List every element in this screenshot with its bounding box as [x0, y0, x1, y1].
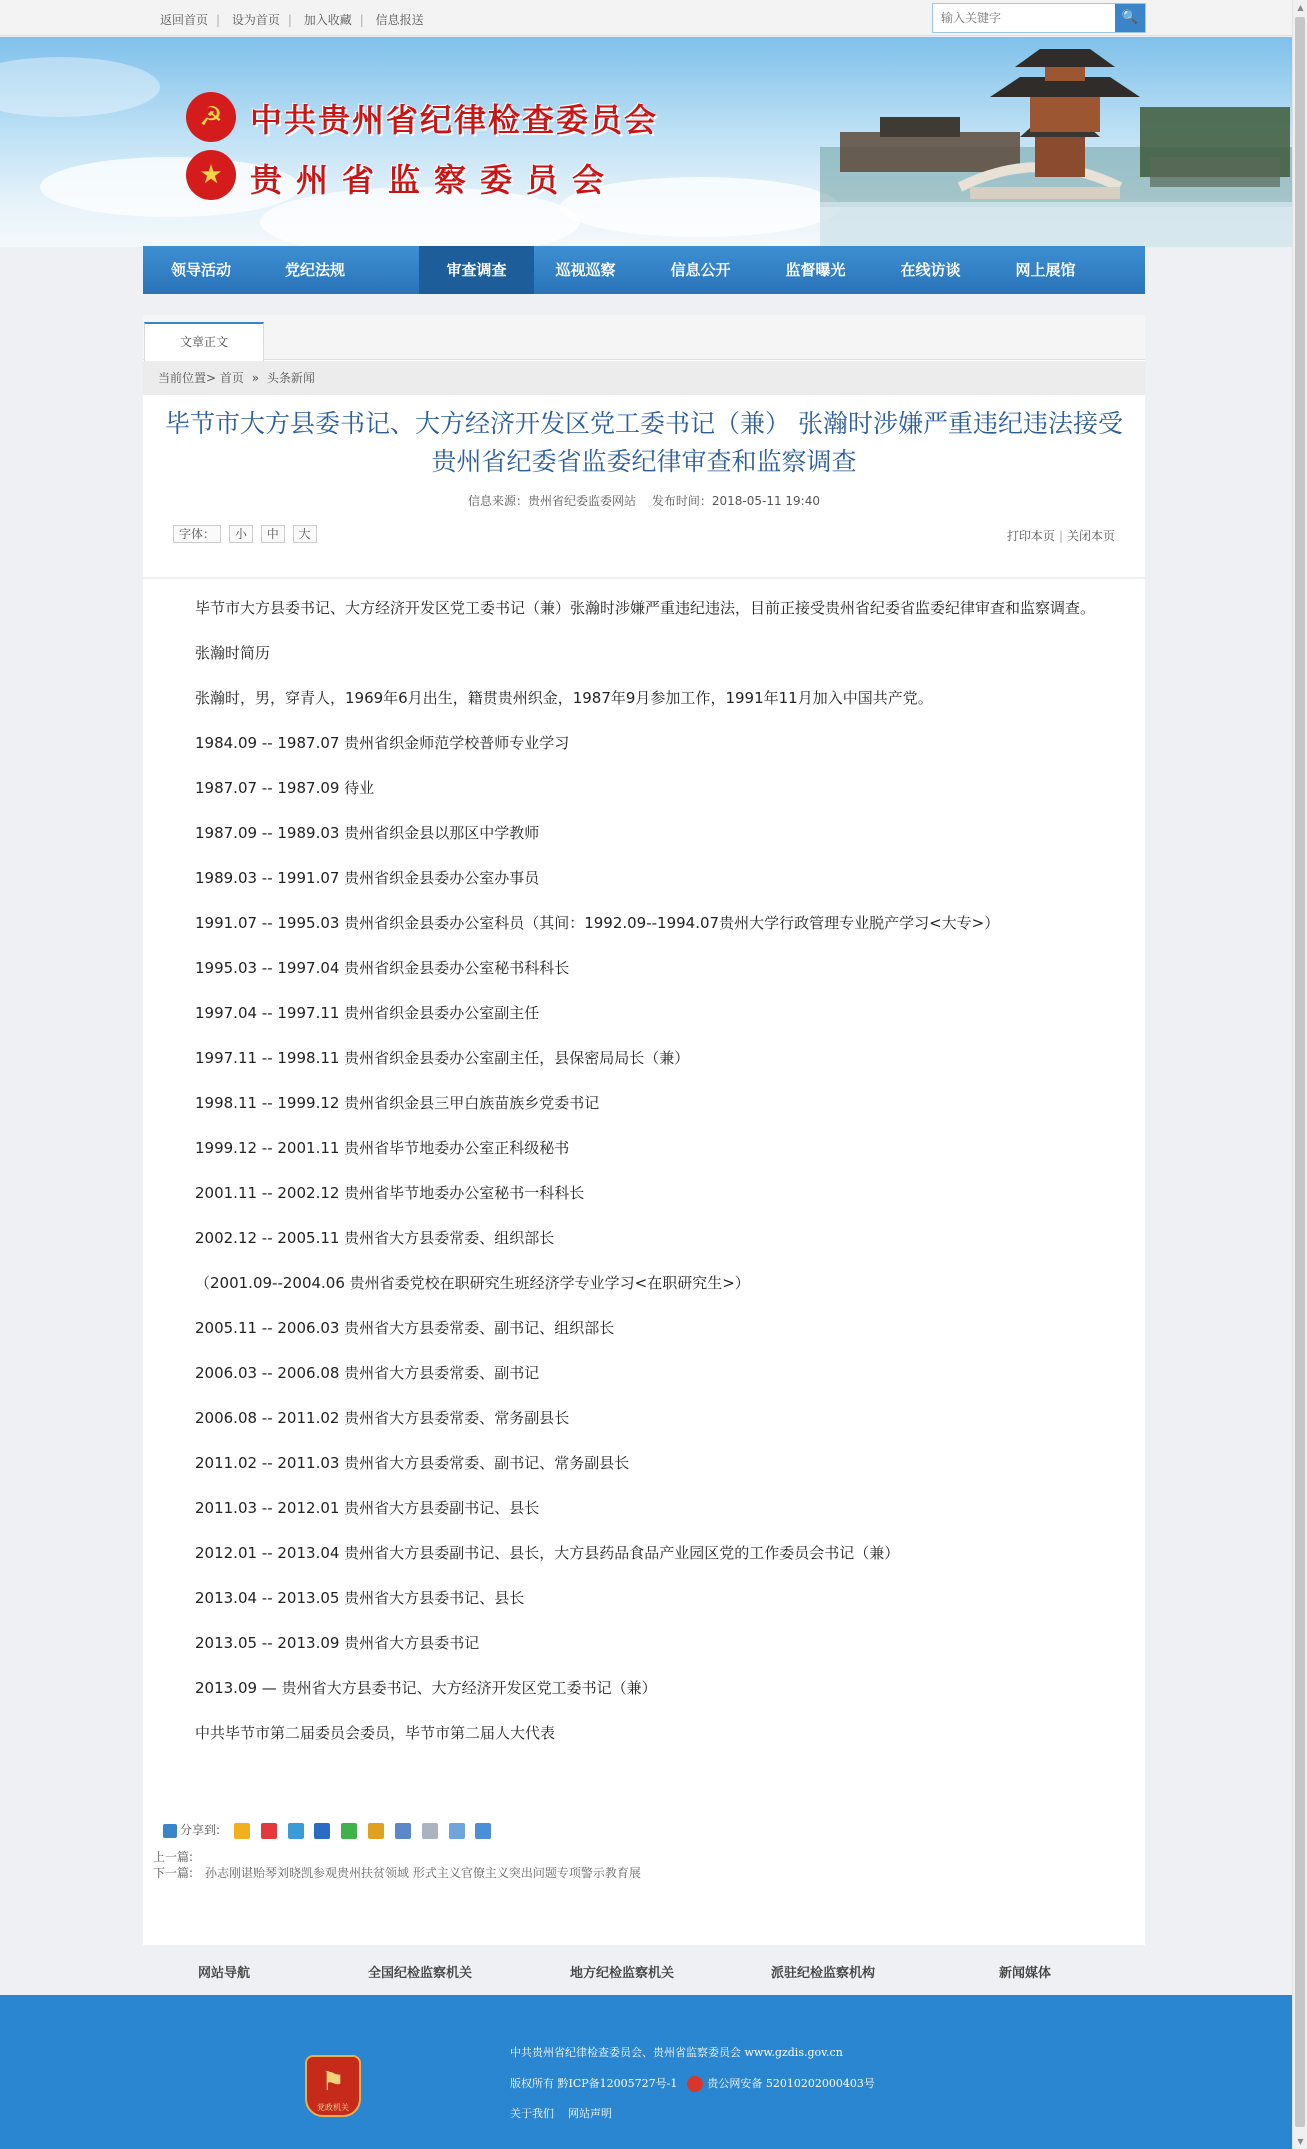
link-add-favorite[interactable]: 加入收藏	[303, 13, 352, 27]
article-paragraph: 2011.02 -- 2011.03 贵州省大方县委常委、副书记、常务副县长	[195, 1454, 630, 1472]
breadcrumb-section[interactable]: 头条新闻	[266, 371, 315, 385]
tab-bar	[143, 315, 1145, 360]
article-paragraph: 中共毕节市第二届委员会委员，毕节市第二届人大代表	[195, 1724, 556, 1742]
site-footer	[0, 1995, 1292, 2149]
scroll-down-icon[interactable]: ▼	[1297, 2137, 1304, 2146]
article-paragraph: （2001.09--2004.06 贵州省委党校在职研究生班经济学专业学习<在职研究生>）	[195, 1274, 750, 1292]
font-small-button[interactable]: 小	[229, 525, 253, 543]
article-meta	[143, 492, 1145, 509]
article-paragraph: 1989.03 -- 1991.07 贵州省织金县委办公室办事员	[195, 869, 540, 887]
breadcrumb-home[interactable]: 首页	[219, 371, 244, 385]
footer-nav-national[interactable]: 全国纪检监察机关	[368, 1966, 473, 1981]
article-lead-paragraph: 毕节市大方县委书记、大方经济开发区党工委书记（兼）张瀚时涉嫌严重违纪违法，目前正接受贵州省纪委省监委纪律审查和监察调查。	[195, 599, 1096, 617]
next-article-link[interactable]: 孙志刚谌贻琴刘晓凯参观贵州扶贫领域 形式主义官僚主义突出问题专项警示教育展	[205, 1866, 641, 1880]
nav-item-disclosure[interactable]: 信息公开	[670, 261, 731, 279]
article-paragraph: 1995.03 -- 1997.04 贵州省织金县委办公室秘书科科长	[195, 959, 570, 977]
article-title: 毕节市大方县委书记、大方经济开发区党工委书记（兼） 张瀚时涉嫌严重违纪违法接受贵州省纪委省监委纪律审查和监察调查	[165, 409, 1123, 476]
footer-org: 中共贵州省纪律检查委员会、贵州省监察委员会 www.gzdis.gov.cn	[510, 2046, 843, 2059]
divider: |	[287, 13, 292, 27]
scroll-up-icon[interactable]: ▲	[1297, 3, 1304, 12]
footer-records	[510, 2075, 875, 2092]
article-paragraph: 1999.12 -- 2001.11 贵州省毕节地委办公室正科级秘书	[195, 1139, 570, 1157]
tencent-weibo-icon[interactable]	[288, 1823, 304, 1839]
footer-nav-sitemap[interactable]: 网站导航	[198, 1966, 251, 1981]
search-input[interactable]	[933, 4, 1116, 32]
divider: |	[1058, 529, 1063, 543]
link-submit-info[interactable]: 信息报送	[375, 13, 424, 27]
article-paragraph: 2013.05 -- 2013.09 贵州省大方县委书记	[195, 1634, 480, 1652]
prev-next-nav	[153, 1849, 641, 1881]
nav-item-interviews[interactable]: 在线访谈	[900, 261, 961, 279]
print-page-link[interactable]: 打印本页	[1006, 529, 1055, 543]
qzone-icon[interactable]	[234, 1823, 250, 1839]
wechat-icon[interactable]	[341, 1823, 357, 1839]
next-label: 下一篇:	[153, 1866, 194, 1880]
article-paragraph: 2001.11 -- 2002.12 贵州省毕节地委办公室秘书一科科长	[195, 1184, 585, 1202]
font-medium-button[interactable]: 中	[261, 525, 285, 543]
article-paragraph: 1997.11 -- 1998.11 贵州省织金县委办公室副主任，县保密局局长（兼）	[195, 1049, 690, 1067]
article-time: 发布时间：2018-05-11 19:40	[651, 494, 820, 508]
share-bar	[163, 1821, 498, 1839]
link-set-homepage[interactable]: 设为首页	[231, 13, 280, 27]
article-paragraph: 2011.03 -- 2012.01 贵州省大方县委副书记、县长	[195, 1499, 540, 1517]
footer-nav-local[interactable]: 地方纪检监察机关	[570, 1966, 675, 1981]
nav-item-inspection[interactable]: 巡视巡察	[555, 261, 616, 279]
tab-article[interactable]: 文章正文	[144, 322, 264, 361]
article-paragraph: 2006.03 -- 2006.08 贵州省大方县委常委、副书记	[195, 1364, 540, 1382]
police-badge-icon	[687, 2076, 703, 2092]
icp-record[interactable]: 版权所有 黔ICP备12005727号-1	[510, 2077, 678, 2090]
font-size-controls	[173, 525, 321, 543]
utility-links	[160, 11, 432, 28]
national-emblem-icon: ★	[186, 150, 236, 200]
article-paragraph: 2005.11 -- 2006.03 贵州省大方县委常委、副书记、组织部长	[195, 1319, 615, 1337]
article-paragraph: 1997.04 -- 1997.11 贵州省织金县委办公室副主任	[195, 1004, 540, 1022]
article-paragraph: 1998.11 -- 1999.12 贵州省织金县三甲白族苗族乡党委书记	[195, 1094, 600, 1112]
top-utility-bar	[0, 0, 1292, 36]
next-article	[153, 1865, 641, 1881]
qq-icon[interactable]	[368, 1823, 384, 1839]
site-banner	[0, 37, 1292, 247]
logo-caption: 党政机关	[317, 2103, 349, 2112]
print-icon[interactable]	[449, 1823, 465, 1839]
font-large-button[interactable]: 大	[293, 525, 317, 543]
nav-item-exhibition[interactable]: 网上展馆	[1015, 261, 1076, 279]
page-scrollbar[interactable]	[1292, 0, 1307, 2149]
footer-nav	[143, 1950, 1145, 1990]
cloud-decoration	[0, 57, 160, 117]
divider: |	[359, 13, 364, 27]
renren-icon[interactable]	[314, 1823, 330, 1839]
footer-links	[510, 2105, 612, 2121]
divider	[143, 577, 1145, 579]
search-icon: 🔍	[1121, 10, 1139, 25]
article-paragraph: 2012.01 -- 2013.04 贵州省大方县委副书记、县长，大方县药品食品产业园区党的工作委员会书记（兼）	[195, 1544, 900, 1562]
scroll-thumb[interactable]	[1295, 17, 1305, 2127]
party-government-logo-icon[interactable]: ⚑ 党政机关	[305, 2055, 361, 2117]
police-record[interactable]: 贵公网安备 52010202000403号	[707, 2077, 875, 2090]
article-tools	[143, 525, 1145, 555]
article-source: 信息来源：贵州省纪委监委网站	[468, 494, 637, 508]
main-nav	[143, 246, 1145, 294]
article-paragraph: 2002.12 -- 2005.11 贵州省大方县委常委、组织部长	[195, 1229, 555, 1247]
nav-item-investigation[interactable]: 审查调查	[419, 246, 534, 294]
article-paragraph: 2006.08 -- 2011.02 贵州省大方县委常委、常务副县长	[195, 1409, 570, 1427]
close-page-link[interactable]: 关闭本页	[1066, 529, 1115, 543]
footer-nav-stationed[interactable]: 派驻纪检监察机构	[771, 1966, 876, 1981]
search-button[interactable]	[1115, 4, 1145, 32]
article-paragraph: 张瀚时，男，穿青人，1969年6月出生，籍贯贵州织金，1987年9月参加工作，1991年11月加入中国共产党。	[195, 689, 933, 707]
article-paragraph: 1984.09 -- 1987.07 贵州省织金师范学校普师专业学习	[195, 734, 570, 752]
share-label: 分享到:	[180, 1823, 221, 1837]
print-close-links	[1007, 527, 1115, 544]
article-paragraph: 1987.07 -- 1987.09 待业	[195, 779, 375, 797]
nav-item-exposure[interactable]: 监督曝光	[785, 261, 846, 279]
article-paragraph: 张瀚时简历	[195, 644, 271, 662]
site-title-supervision: 贵州省监察委员会	[250, 161, 619, 199]
article-panel	[143, 315, 1145, 1945]
email-icon[interactable]	[395, 1823, 411, 1839]
divider: |	[216, 13, 221, 27]
party-emblem-icon: ☭	[186, 92, 236, 142]
nav-item-regulations[interactable]: 党纪法规	[284, 261, 345, 279]
article-paragraph: 1991.07 -- 1995.03 贵州省织金县委办公室科员（其间：1992.09--1994.07贵州大学行政管理专业脱产学习<大专>）	[195, 914, 1000, 932]
article-paragraph: 2013.04 -- 2013.05 贵州省大方县委书记、县长	[195, 1589, 525, 1607]
link-back-home[interactable]: 返回首页	[160, 13, 209, 27]
prev-article	[153, 1849, 641, 1865]
about-us-link[interactable]: 关于我们	[510, 2107, 554, 2120]
breadcrumb-separator: »	[251, 371, 260, 385]
article-paragraph: 1987.09 -- 1989.03 贵州省织金县以那区中学教师	[195, 824, 540, 842]
site-title-cdi: 中共贵州省纪律检查委员会	[250, 101, 659, 139]
share-plus-icon[interactable]	[163, 1824, 177, 1838]
weibo-icon[interactable]	[261, 1823, 277, 1839]
more-share-icon[interactable]	[475, 1823, 491, 1839]
pavilion-illustration	[820, 37, 1292, 247]
article-body	[163, 593, 1123, 1763]
site-statement-link[interactable]: 网站声明	[568, 2107, 612, 2120]
nav-item-leadership[interactable]: 领导活动	[170, 261, 231, 279]
copy-icon[interactable]	[422, 1823, 438, 1839]
search-box	[932, 3, 1146, 33]
breadcrumb	[143, 361, 1145, 395]
article-paragraph: 2013.09 — 贵州省大方县委书记、大方经济开发区党工委书记（兼）	[195, 1679, 657, 1697]
font-size-label: 字体：	[173, 525, 221, 543]
footer-nav-media[interactable]: 新闻媒体	[999, 1966, 1052, 1981]
prev-label: 上一篇:	[153, 1850, 194, 1864]
breadcrumb-prefix: 当前位置>	[158, 371, 217, 385]
